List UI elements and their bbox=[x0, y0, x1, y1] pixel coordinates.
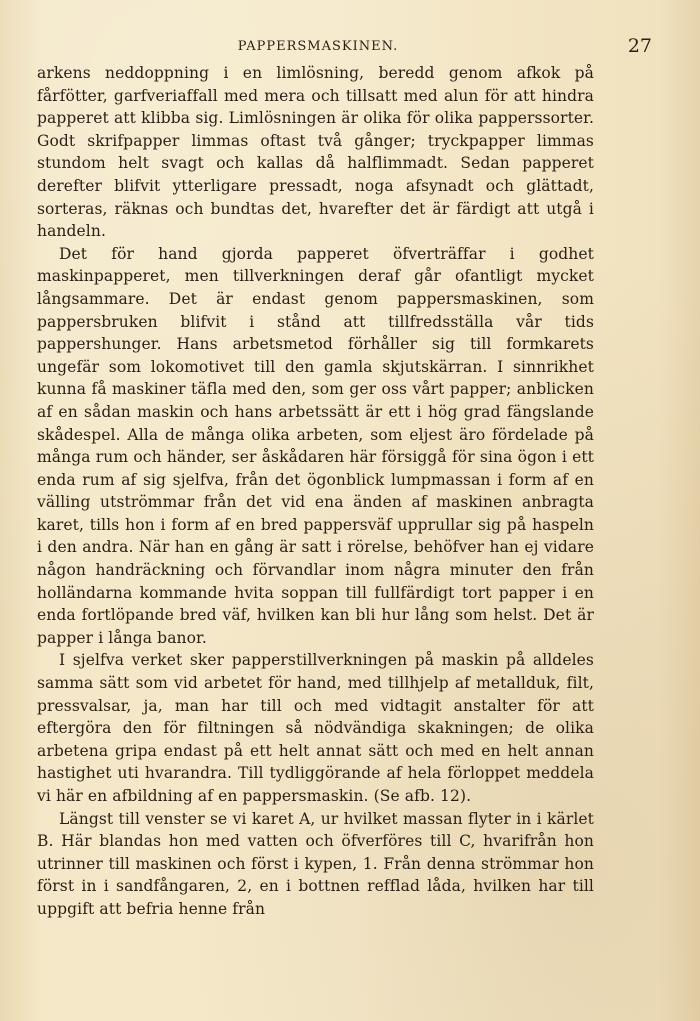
paragraph-continuation: arkens neddoppning i en limlösning, beredd genom afkok på fårfötter, garfveriaffall med mera och tillsatt med alun för att hindra papperet att klibba sig. Limlösningen är olika för olika papperssorter. Godt skrifpapper limmas oftast två gånger; tryckpapper limmas stundom helt svagt och kallas då halflimmadt. Sedan papperet derefter blifvit ytterligare pressadt, noga afsynadt och glättadt, sorteras, räknas och bundtas det, hvarefter det är färdigt att utgå i handeln. bbox=[37, 64, 594, 241]
body-text bbox=[37, 62, 594, 921]
paragraph-hand-vs-machine: Det för hand gjorda papperet öfverträffar i godhet maskinpapperet, men tillverkningen deraf går ofantligt mycket långsammare. Det är endast genom pappersmaskinen, som pappersbruken blifvit i stånd att tillfredsställa vår tids pappershunger. Hans arbetsmetod förhåller sig till formkarets ungefär som lokomotivet till den gamla skjutskärran. I sinnrikhet kunna få maskiner täfla med den, som ger oss vårt papper; anblicken af en sådan maskin och hans arbetssätt är ett i hög grad fängslande skådespel. Alla de många olika arbeten, som eljest äro fördelade på många rum och händer, ser åskådaren här försiggå för sina ögon i ett enda rum af sig sjelfva, från det ögonblick lumpmassan i form af en välling utströmmar från det vid ena änden af maskinen anbragta karet, tills hon i form af en bred pappersväf upprullar sig på haspeln i den andra. När han en gång är satt i rörelse, behöfver han ej vidare någon handräckning och förvandlar inom några minuter den från holländarna kommande hvita soppan till fullfärdigt tort papper i en enda fortlöpande bred väf, hvilken kan bli hur lång som helst. Det är papper i långa banor. bbox=[37, 244, 594, 647]
running-title: PAPPERSMASKINEN. bbox=[237, 39, 399, 54]
paragraph-machine-process: I sjelfva verket sker papperstillverkningen på maskin på alldeles samma sätt som vid arbetet för hand, med tillhjelp af metallduk, filt, pressvalsar, ja, man har till och med vidtagit anstalter för att eftergöra den för filtningen så nödvändiga skakningen; de olika arbetena gripa endast på ett helt annat sätt och med en helt annan hastighet uti hvarandra. Till tydliggörande af hela förloppet meddela vi här en afbildning af en pappersmaskin. (Se afb. 12). bbox=[37, 651, 594, 805]
paragraph-figure-description: Längst till venster se vi karet A, ur hvilket massan flyter in i kärlet B. Här blandas hon med vatten och öfverföres till C, hvarifrån hon utrinner till maskinen och först i kypen, 1. Från denna strömmar hon först in i sandfångaren, 2, en i bottnen refflad låda, hvilken har till uppgift att befria henne från bbox=[37, 809, 594, 918]
page-header bbox=[36, 35, 652, 58]
page-number: 27 bbox=[627, 35, 652, 57]
